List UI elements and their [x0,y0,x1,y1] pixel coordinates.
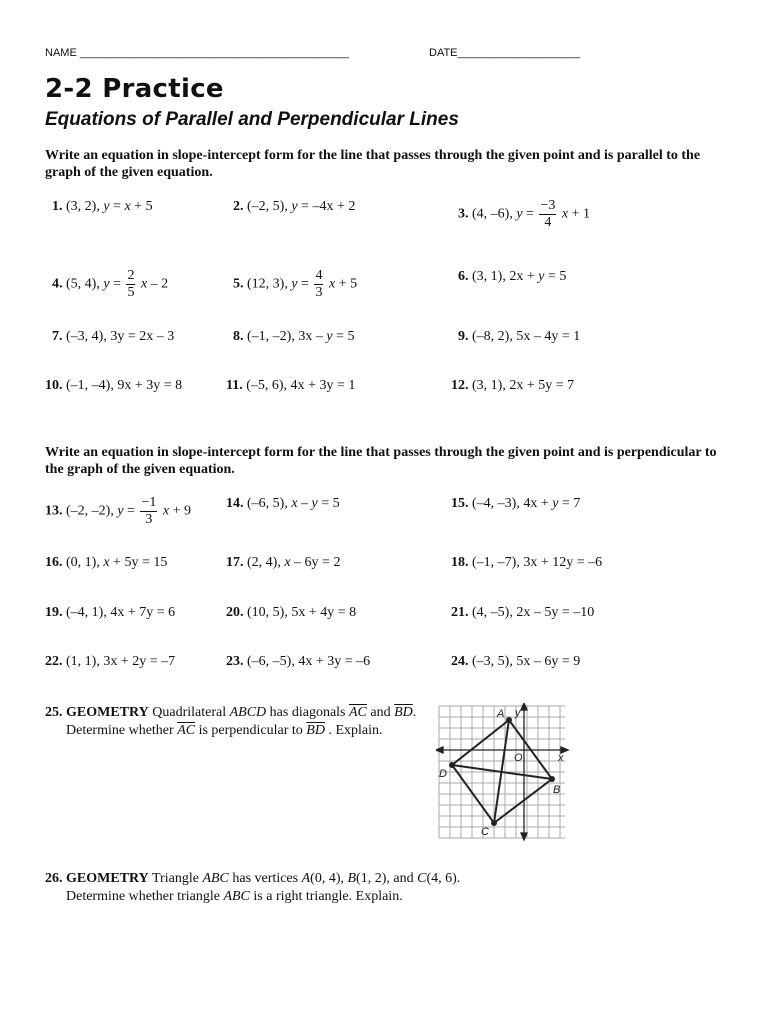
problem-number: 25. [45,705,63,720]
quadrilateral-graph [436,703,570,843]
problem-3: 3. (4, –6), y = $\frac{-3}{4}$ x + 1 [458,198,590,230]
problem-number: 18. [451,555,469,570]
problem-number: 17. [226,555,244,570]
problem-15: 15. (–4, –3), 4x + y = 7 [451,496,581,511]
problem-14: 14. (–6, 5), x – y = 5 [226,496,340,511]
problem-12: 12. (3, 1), 2x + 5y = 7 [451,378,575,393]
problem-19: 19. (–4, 1), 4x + 7y = 6 [45,605,176,620]
problem-22: 22. (1, 1), 3x + 2y = –7 [45,654,176,669]
origin-label: O [514,752,523,764]
problem-number: 22. [45,654,63,669]
fraction: $\frac{-1}{3}$ [141,495,157,527]
fraction: $\frac{-3}{4}$ [540,198,556,230]
problem-number: 24. [451,654,469,669]
problem-8: 8. (–1, –2), 3x – y = 5 [233,329,355,344]
problem-number: 12. [451,378,469,393]
problem-7: 7. (–3, 4), 3y = 2x – 3 [52,329,175,344]
problem-17: 17. (2, 4), x – 6y = 2 [226,555,341,570]
vertex-label-b: B [553,784,561,796]
page-subtitle: Equations of Parallel and Perpendicular Lines [45,109,459,130]
problem-9: 9. (–8, 2), 5x – 4y = 1 [458,329,581,344]
problem-6: 6. (3, 1), 2x + y = 5 [458,269,567,284]
problem-16: 16. (0, 1), x + 5y = 15 [45,555,168,570]
problem-18: 18. (–1, –7), 3x + 12y = –6 [451,555,603,570]
section1-instruction: Write an equation in slope-intercept form for the line that passes through the given point and is parallel to the graph of the given equation. [45,148,701,180]
vertex-label-a: A [497,708,505,720]
problem-25: 25. GEOMETRY Quadrilateral ABCD has diagonals $\overline{AC}$ and $\overline{BD}$. Determine whether $\overline{AC}$ is perpendicular to $\overline{BD}$ . Explain. [45,705,417,738]
problem-1: 1. (3, 2), y = x + 5 [52,199,153,214]
section2-instruction: Write an equation in slope-intercept form for the line that passes through the given point and is perpendicular to the graph of the given equation. [45,445,717,477]
segment-ac: $\overline{AC}$ [349,705,367,720]
problem-number: 23. [226,654,244,669]
problem-number: 7. [52,329,63,344]
problem-number: 10. [45,378,63,393]
problem-24: 24. (–3, 5), 5x – 6y = 9 [451,654,581,669]
problem-11: 11. (–5, 6), 4x + 3y = 1 [226,378,356,393]
problem-number: 2. [233,199,244,214]
vertex-label-d: D [439,768,447,780]
problem-26: 26. GEOMETRY Triangle ABC has vertices A(0, 4), B(1, 2), and C(4, 6). Determine whether triangle ABC is a right triangle. Explain. [45,871,461,904]
problem-5: 5. (12, 3), y = $\frac{4}{3}$ x + 5 [233,268,358,300]
problem-number: 1. [52,199,63,214]
problem-number: 4. [52,276,63,292]
problem-21: 21. (4, –5), 2x – 5y = –10 [451,605,595,620]
name-field-label: NAME ____________________________________________ [45,47,350,59]
problem-number: 14. [226,496,244,511]
problem-number: 11. [226,378,243,393]
problem-number: 26. [45,871,63,886]
problem-number: 8. [233,329,244,344]
x-axis-label: x [558,752,564,764]
problem-number: 20. [226,605,244,620]
problem-20: 20. (10, 5), 5x + 4y = 8 [226,605,357,620]
date-field-label: DATE____________________ [429,47,580,59]
problem-number: 15. [451,496,469,511]
problem-number: 16. [45,555,63,570]
problem-number: 13. [45,503,63,519]
problem-number: 6. [458,269,469,284]
problem-2: 2. (–2, 5), y = –4x + 2 [233,199,356,214]
problem-13: 13. (–2, –2), y = $\frac{-1}{3}$ x + 9 [45,495,191,527]
segment-bd: $\overline{BD}$ [394,705,413,720]
problem-4: 4. (5, 4), y = $\frac{2}{5}$ x – 2 [52,268,169,300]
problem-number: 9. [458,329,469,344]
vertex-label-c: C [481,826,489,838]
problem-number: 5. [233,276,244,292]
fraction: $\frac{4}{3}$ [315,268,323,300]
problem-number: 21. [451,605,469,620]
geometry-label: GEOMETRY [66,705,149,720]
geometry-label: GEOMETRY [66,871,149,886]
problem-number: 3. [458,206,469,222]
page-title: 2-2 Practice [45,74,224,104]
problem-number: 19. [45,605,63,620]
fraction: $\frac{2}{5}$ [127,268,135,300]
problem-23: 23. (–6, –5), 4x + 3y = –6 [226,654,371,669]
y-axis-label: y [515,707,521,719]
problem-10: 10. (–1, –4), 9x + 3y = 8 [45,378,183,393]
